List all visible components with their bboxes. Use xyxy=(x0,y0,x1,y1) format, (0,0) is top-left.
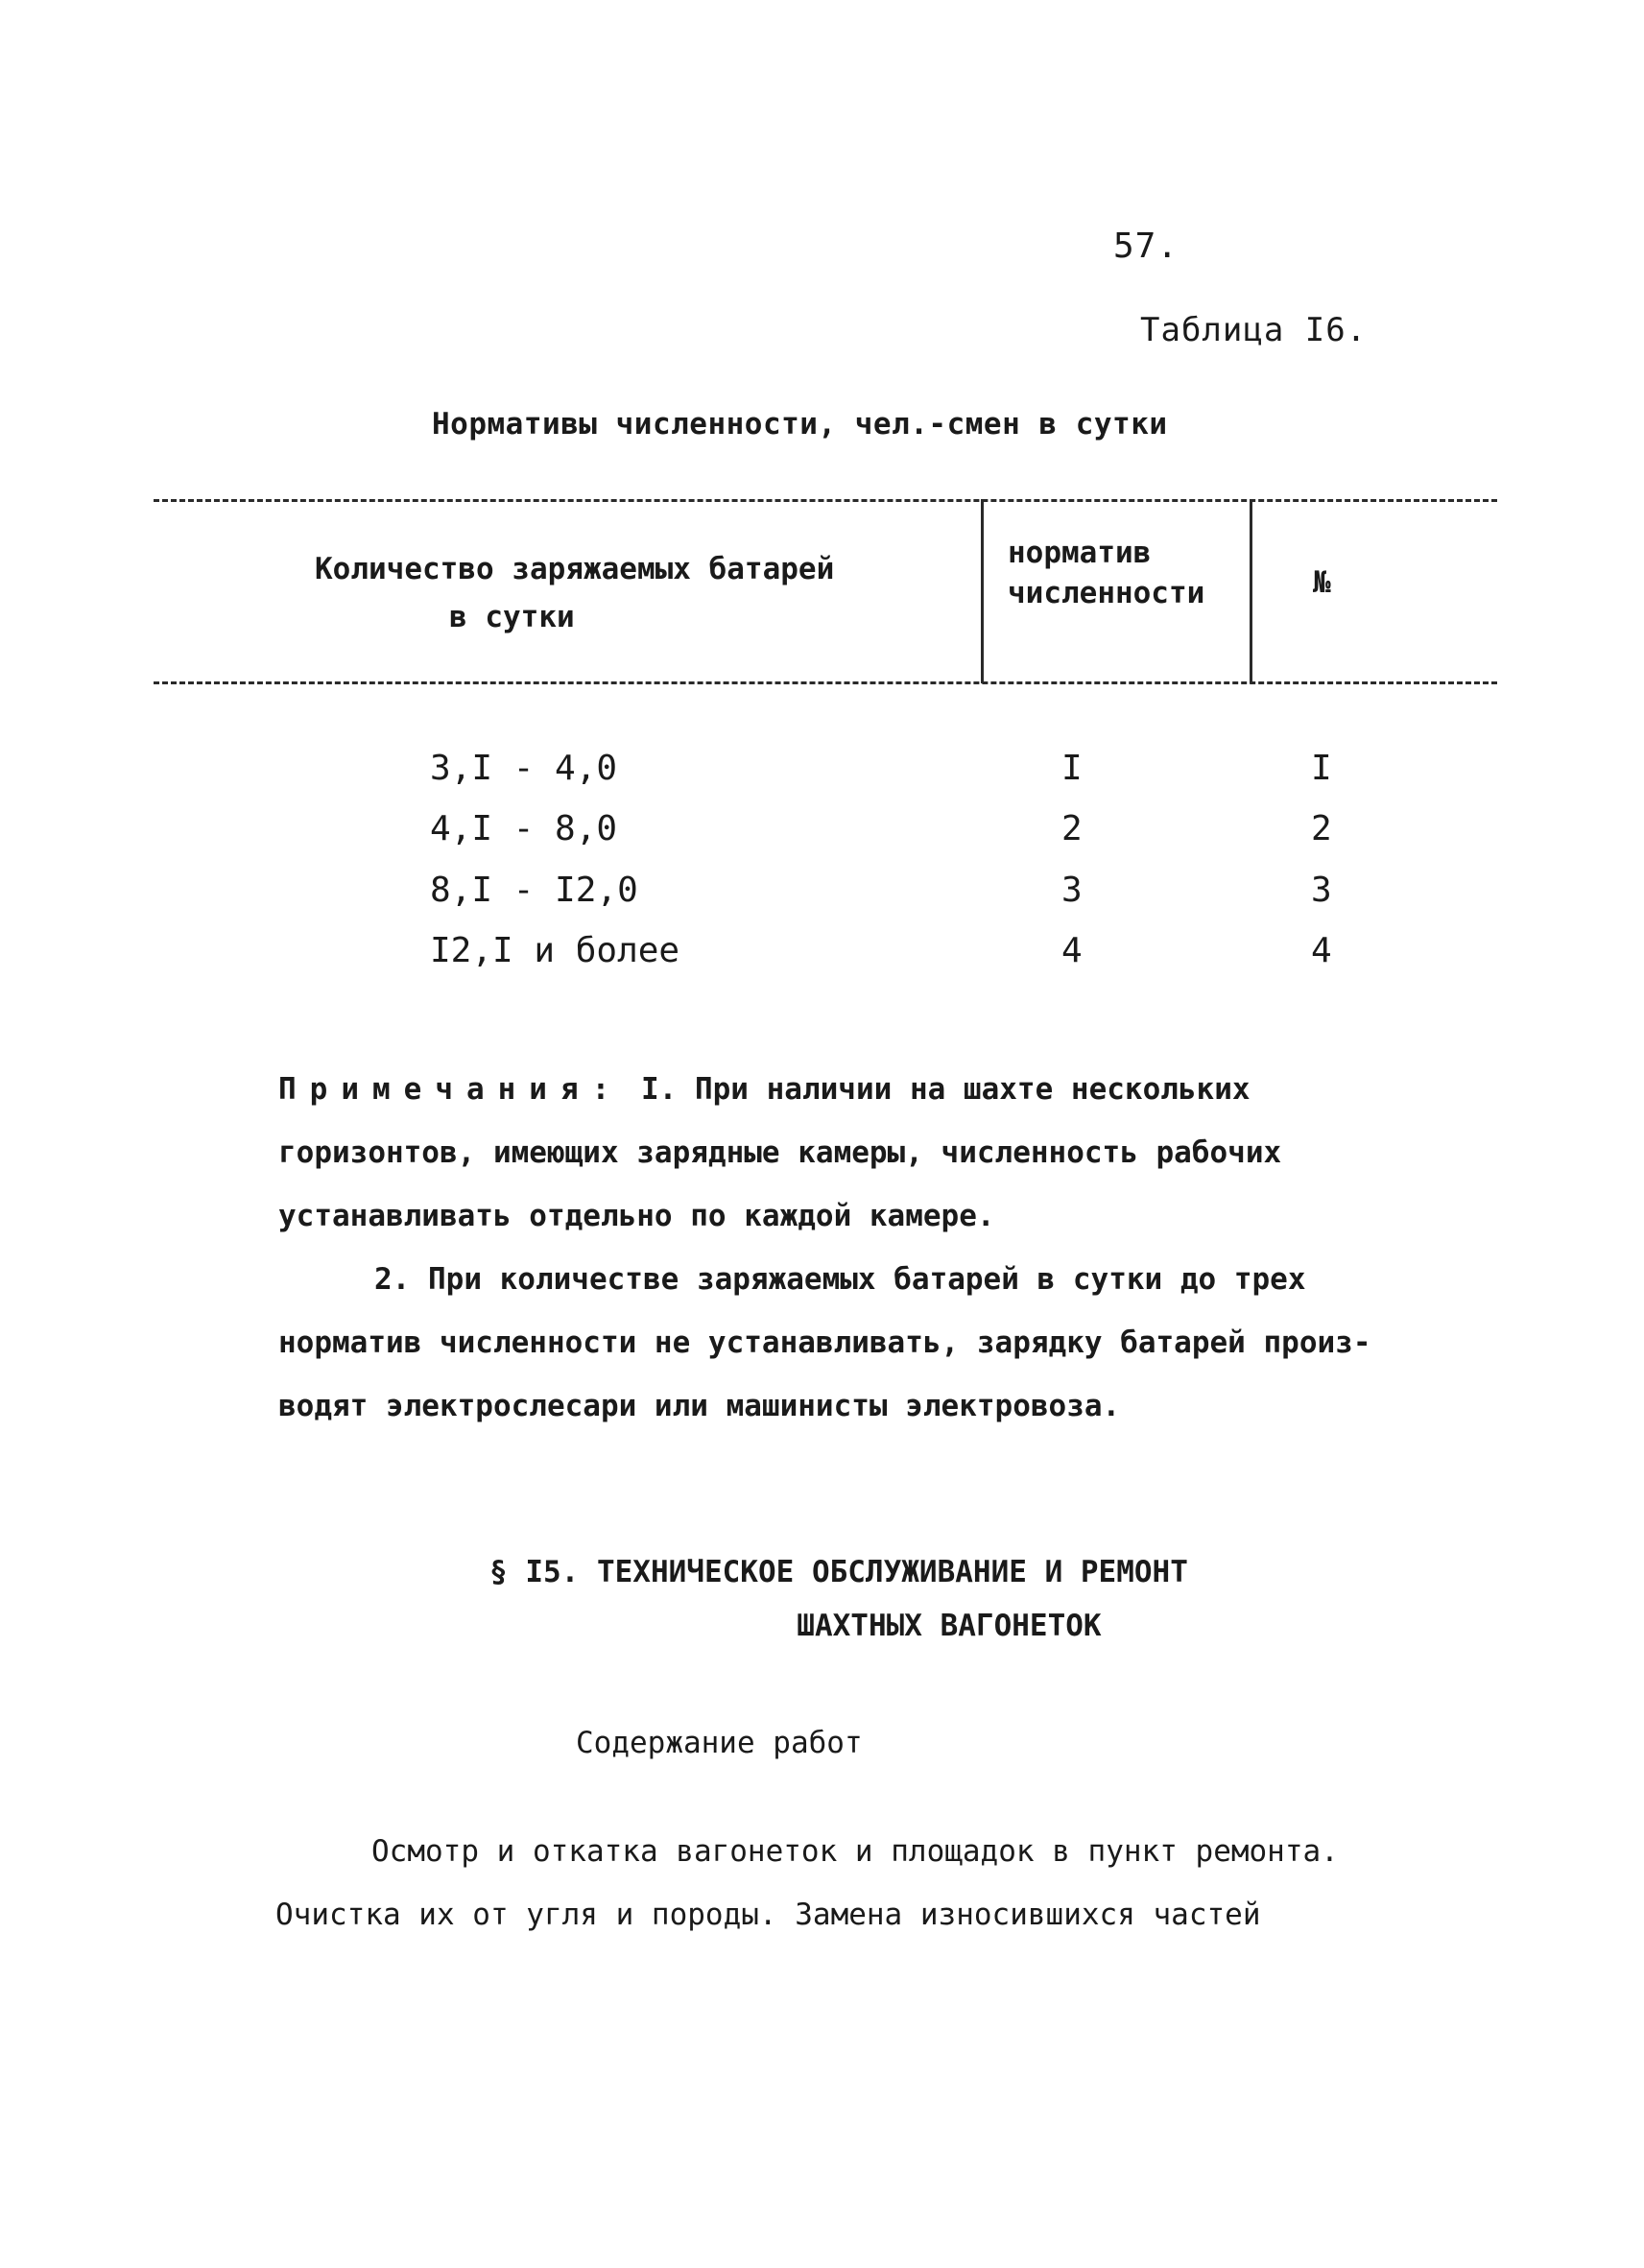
cell-number: 4 xyxy=(1311,931,1332,970)
note-line: водят электрослесари или машинисты электровоза. xyxy=(278,1389,1121,1423)
cell-norm: 3 xyxy=(1061,871,1083,910)
table-header-norm xyxy=(1008,533,1204,613)
table-header-border xyxy=(154,681,1497,684)
table-top-border xyxy=(154,499,1497,502)
section-subheading: Содержание работ xyxy=(576,1726,863,1760)
table-caption: Нормативы численности, чел.-смен в сутки xyxy=(432,407,1168,442)
cell-norm: 4 xyxy=(1061,931,1083,970)
notes-label: Примечания: xyxy=(278,1072,624,1107)
section-title xyxy=(489,1545,1188,1653)
note-line xyxy=(278,1058,1370,1121)
table-row xyxy=(0,809,1644,867)
notes-block xyxy=(278,1058,1370,1438)
body-line: Очистка их от угля и породы. Замена износившихся частей xyxy=(275,1898,1261,1932)
section-title-line2: ШАХТНЫХ ВАГОНЕТОК xyxy=(797,1609,1102,1643)
cell-number: I xyxy=(1311,749,1332,788)
cell-range: I2,I и более xyxy=(430,931,680,970)
header-norm-line1: норматив xyxy=(1008,536,1152,570)
table-row xyxy=(0,749,1644,806)
table-header-number: № xyxy=(1313,565,1331,600)
note-text: I. При наличии на шахте нескольких xyxy=(640,1072,1251,1107)
cell-number: 3 xyxy=(1311,871,1332,910)
cell-range: 3,I - 4,0 xyxy=(430,749,618,788)
page-number: 57. xyxy=(1113,227,1179,266)
note-line: горизонтов, имеющих зарядные камеры, численность рабочих xyxy=(278,1135,1282,1170)
table-row xyxy=(0,931,1644,989)
note-line: норматив численности не устанавливать, зарядку батарей произ- xyxy=(278,1325,1371,1360)
cell-range: 4,I - 8,0 xyxy=(430,809,618,848)
table-header-quantity xyxy=(315,545,834,641)
note-line: устанавливать отдельно по каждой камере. xyxy=(278,1199,995,1233)
note-line: 2. При количестве заряжаемых батарей в сутки до трех xyxy=(374,1262,1306,1297)
header-quantity-line2: в сутки xyxy=(449,600,575,634)
cell-norm: 2 xyxy=(1061,809,1083,848)
cell-range: 8,I - I2,0 xyxy=(430,871,638,910)
section-body xyxy=(275,1820,1339,1946)
body-line: Осмотр и откатка вагонеток и площадок в пункт ремонта. xyxy=(371,1834,1339,1869)
cell-number: 2 xyxy=(1311,809,1332,848)
table-row xyxy=(0,871,1644,928)
section-title-line1: § I5. ТЕХНИЧЕСКОЕ ОБСЛУЖИВАНИЕ И РЕМОНТ xyxy=(489,1555,1188,1589)
table-column-divider-1 xyxy=(981,499,984,683)
header-norm-line2: численности xyxy=(1008,576,1205,610)
table-label: Таблица I6. xyxy=(1140,311,1368,349)
cell-norm: I xyxy=(1061,749,1083,788)
table-column-divider-2 xyxy=(1250,499,1252,683)
header-quantity-line1: Количество заряжаемых батарей xyxy=(315,552,835,586)
